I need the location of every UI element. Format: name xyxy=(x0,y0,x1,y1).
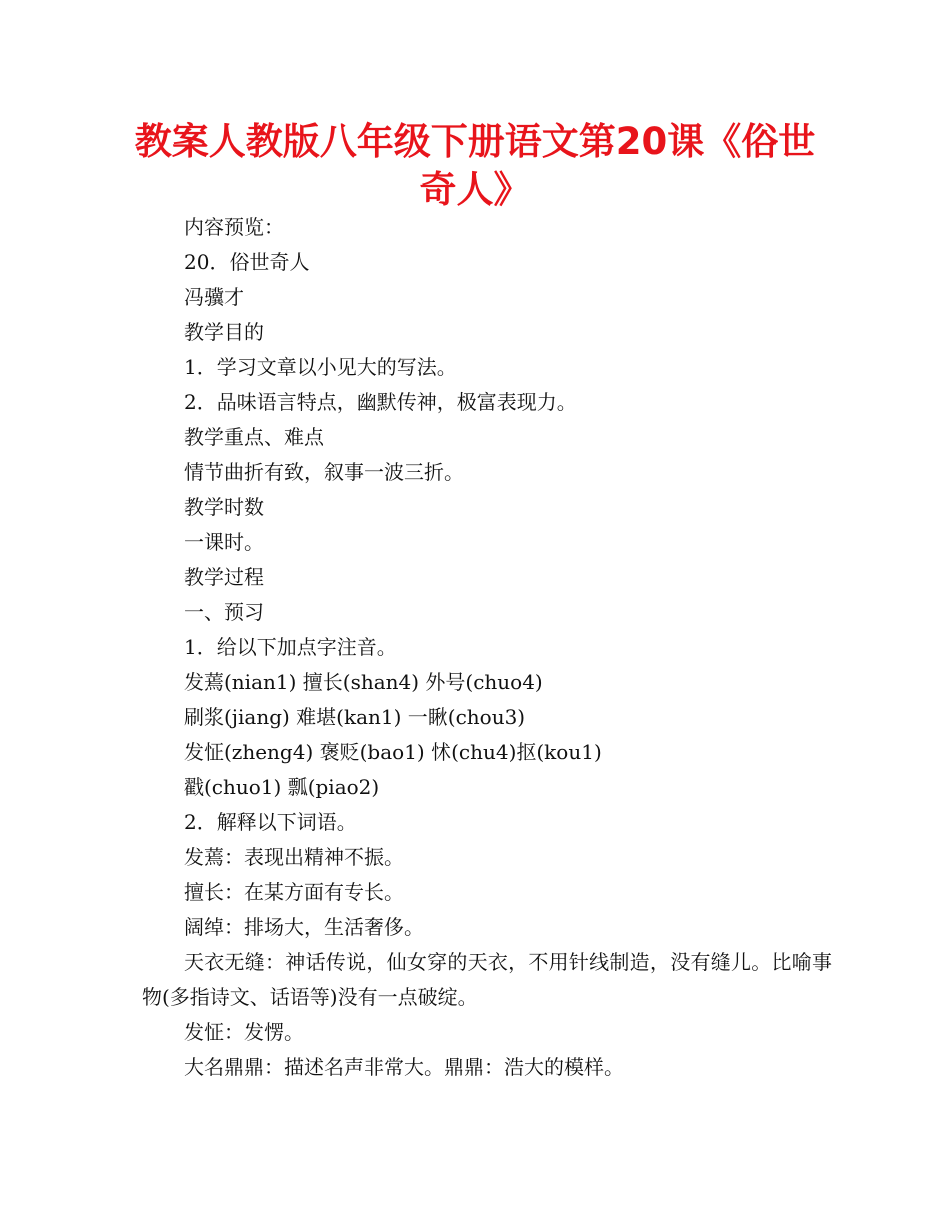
author-name: 冯骥才 xyxy=(184,285,244,309)
pinyin-line: 戳(chuo1) 瓢(piao2) xyxy=(184,775,380,799)
pinyin-line: 发蔫(nian1) 擅长(shan4) 外号(chuo4) xyxy=(184,670,543,694)
exercise-instruction: 1．给以下加点字注音。 xyxy=(184,635,397,659)
definition-item: 发怔：发愣。 xyxy=(184,1020,304,1044)
heading-key-points: 教学重点、难点 xyxy=(184,425,324,449)
class-hours-text: 一课时。 xyxy=(184,530,264,554)
document-title: 教案人教版八年级下册语文第20课《俗世奇人》 xyxy=(134,120,816,211)
exercise-instruction: 2．解释以下词语。 xyxy=(184,810,357,834)
document-body xyxy=(142,210,832,1085)
heading-teaching-goals: 教学目的 xyxy=(184,320,264,344)
definition-item: 擅长：在某方面有专长。 xyxy=(184,880,404,904)
pinyin-line: 刷浆(jiang) 难堪(kan1) 一瞅(chou3) xyxy=(184,705,526,729)
definition-item: 阔绰：排场大，生活奢侈。 xyxy=(184,915,424,939)
heading-preview: 一、预习 xyxy=(184,600,264,624)
pinyin-line: 发怔(zheng4) 褒贬(bao1) 怵(chu4)抠(kou1) xyxy=(184,740,602,764)
key-points-text: 情节曲折有致，叙事一波三折。 xyxy=(184,460,464,484)
goal-item: 2．品味语言特点，幽默传神，极富表现力。 xyxy=(184,390,577,414)
lesson-title: 20．俗世奇人 xyxy=(184,250,310,274)
section-label-preview: 内容预览： xyxy=(184,215,284,239)
goal-item: 1．学习文章以小见大的写法。 xyxy=(184,355,457,379)
definition-item: 发蔫：表现出精神不振。 xyxy=(184,845,404,869)
heading-class-hours: 教学时数 xyxy=(184,495,264,519)
heading-teaching-process: 教学过程 xyxy=(184,565,264,589)
definition-item: 大名鼎鼎：描述名声非常大。鼎鼎：浩大的模样。 xyxy=(184,1055,624,1079)
definition-item: 天衣无缝：神话传说，仙女穿的天衣，不用针线制造，没有缝儿。比喻事物(多指诗文、话语等)没有一点破绽。 xyxy=(142,950,832,1009)
